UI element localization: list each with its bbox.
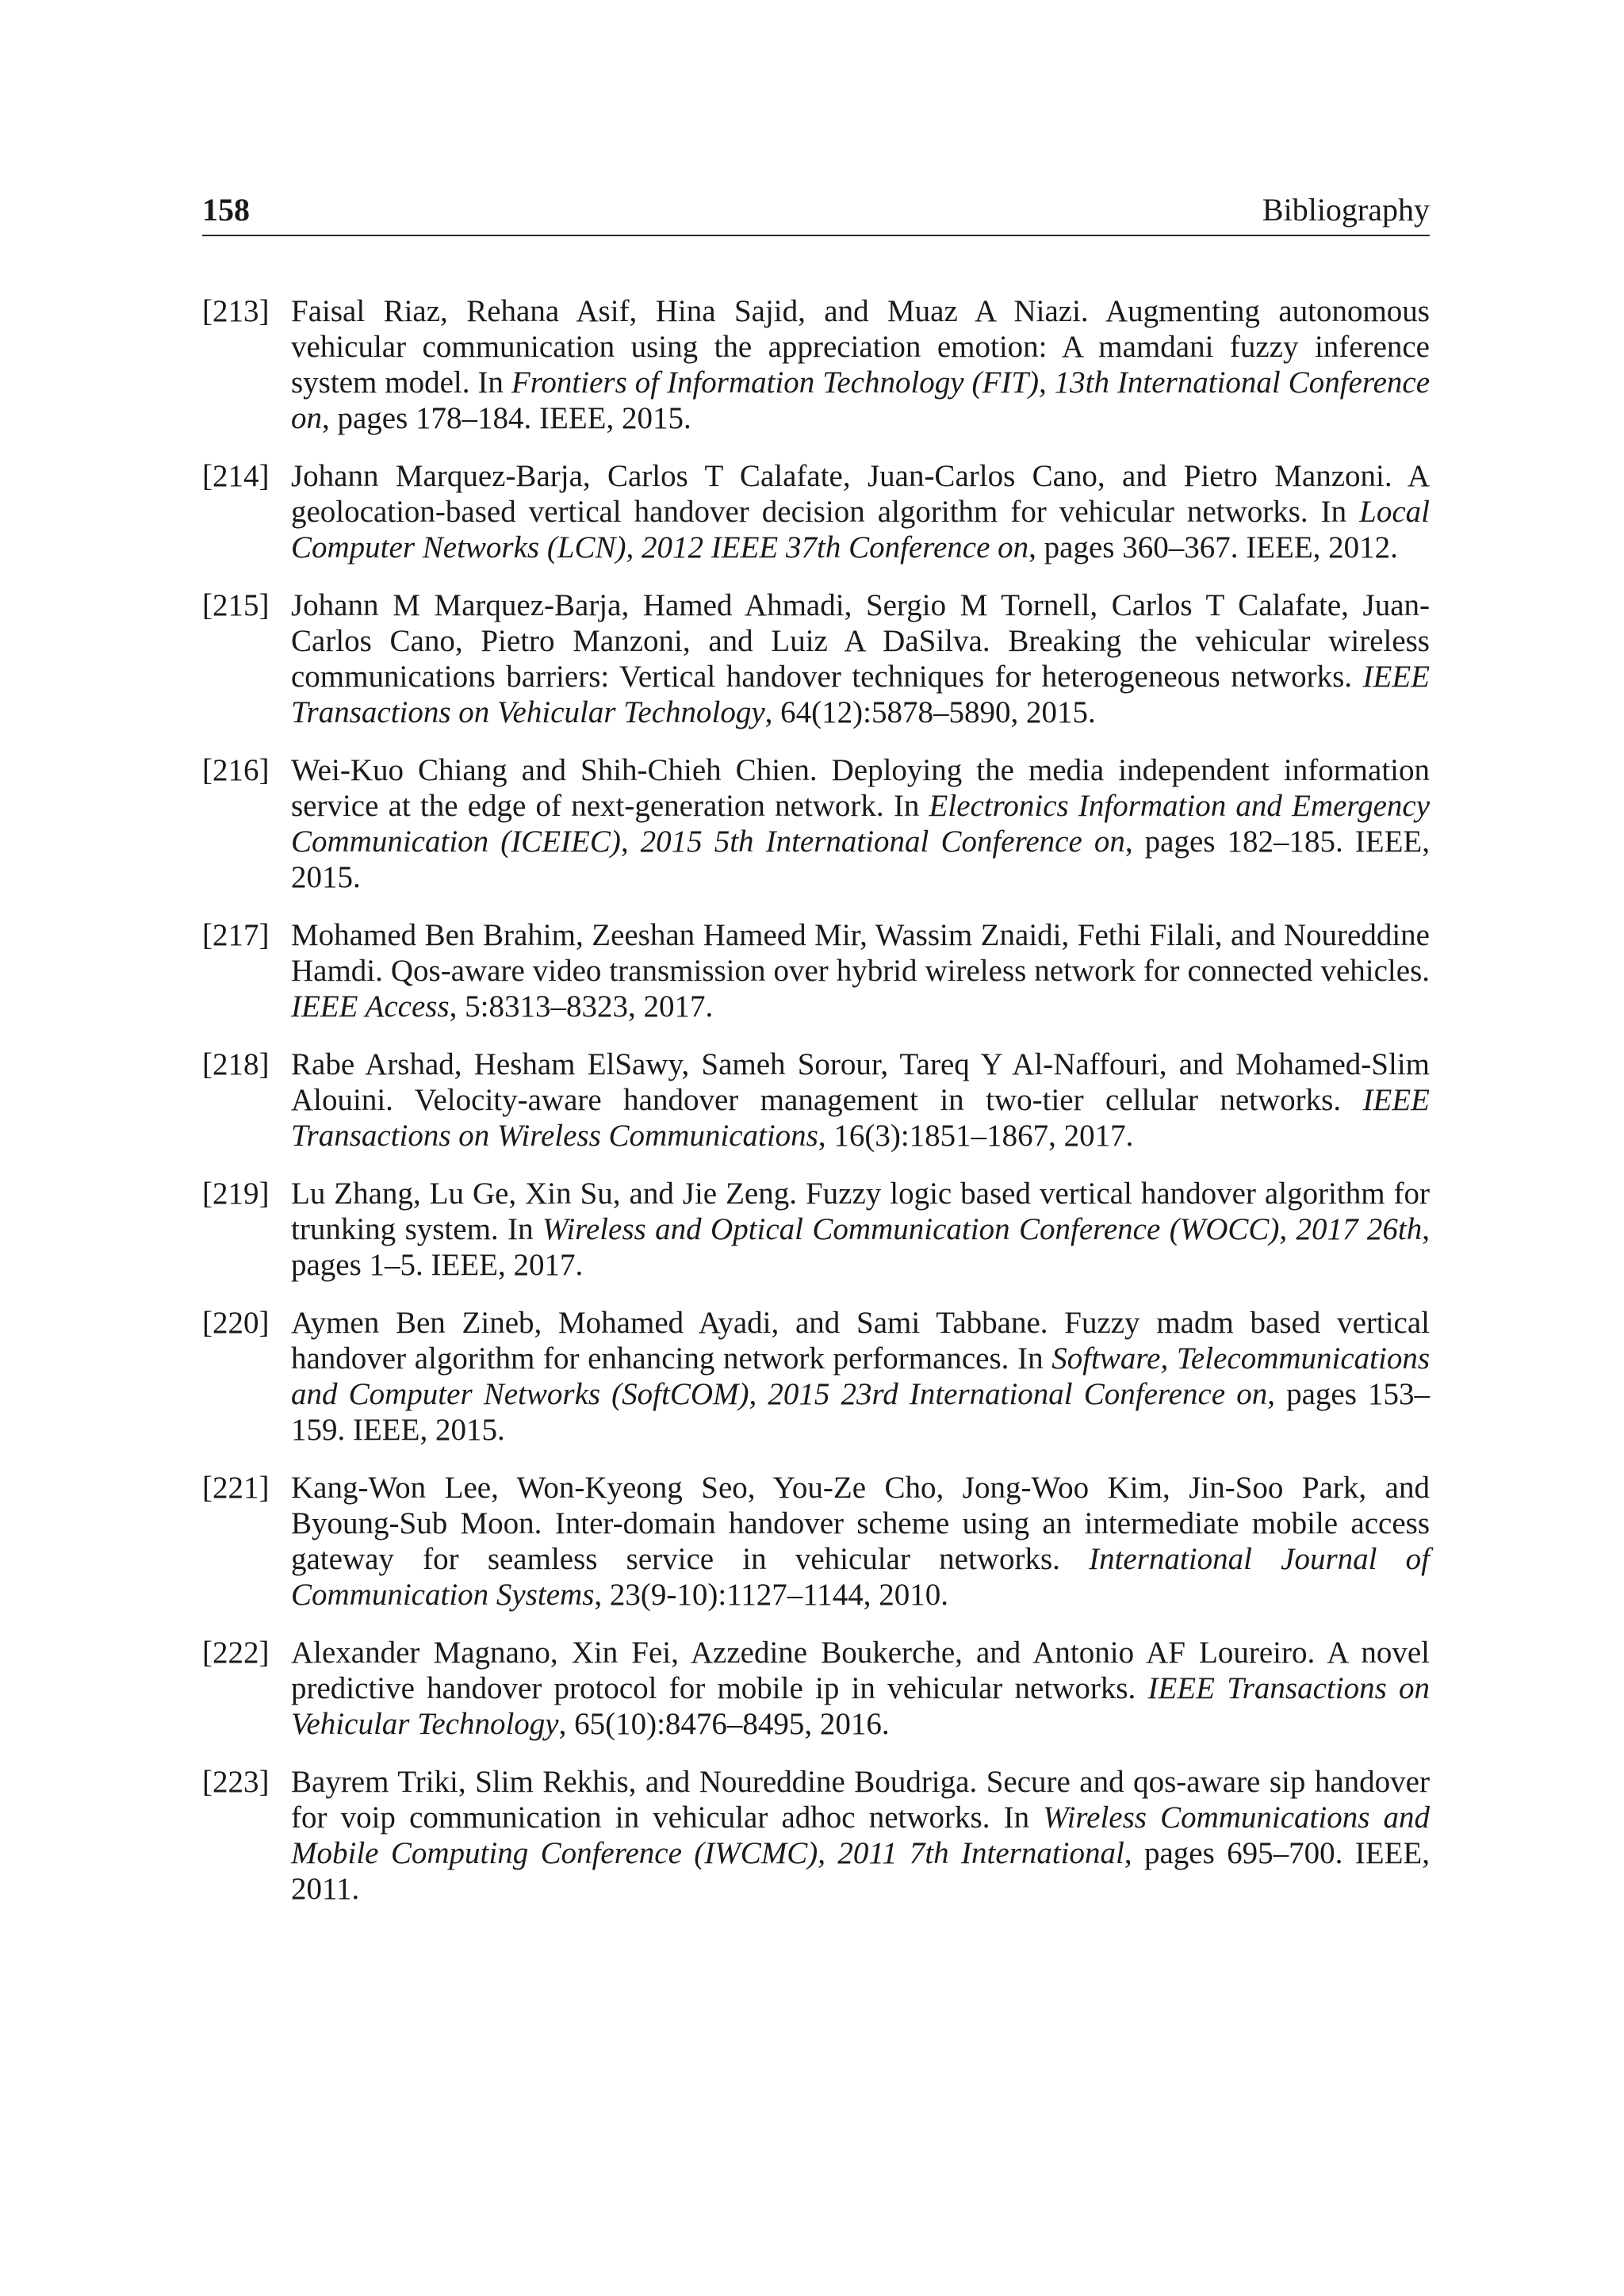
page: [202, 190, 1430, 1929]
reference-venue: IEEE Transactions on Wireless Communications: [291, 1083, 1430, 1153]
reference-details: , pages 153–159. IEEE, 2015.: [291, 1377, 1430, 1447]
reference-venue: International Journal of Communication Systems: [291, 1542, 1431, 1612]
reference-entry: [202, 293, 1430, 436]
reference-body: [291, 587, 1430, 730]
reference-entry: [202, 1047, 1430, 1154]
reference-venue: Software, Telecommunications and Computer Networks (SoftCOM), 2015 23rd International Conference on: [291, 1341, 1431, 1411]
reference-authors: Wei-Kuo Chiang and Shih-Chieh Chien.: [291, 753, 818, 787]
reference-authors: Lu Zhang, Lu Ge, Xin Su, and Jie Zeng.: [291, 1177, 797, 1211]
reference-label: [222]: [202, 1636, 270, 1670]
reference-details: , 23(9-10):1127–1144, 2010.: [594, 1578, 949, 1612]
reference-label: [215]: [202, 588, 270, 622]
reference-label: [214]: [202, 459, 270, 493]
reference-authors: Bayrem Triki, Slim Rekhis, and Noureddine Boudriga.: [291, 1765, 978, 1799]
reference-details: , 65(10):8476–8495, 2016.: [558, 1707, 890, 1741]
reference-venue-prefix: In: [1003, 1800, 1030, 1835]
reference-details: , pages 182–185. IEEE, 2015.: [291, 825, 1430, 894]
reference-venue-prefix: In: [508, 1212, 534, 1246]
reference-entry: [202, 1470, 1430, 1613]
reference-title: A novel predictive handover protocol for mobile ip in vehicular networks.: [291, 1636, 1430, 1705]
reference-label: [221]: [202, 1471, 270, 1505]
reference-entry: [202, 1305, 1430, 1448]
reference-body: [291, 1176, 1430, 1283]
reference-authors: Aymen Ben Zineb, Mohamed Ayadi, and Sami Tabbane.: [291, 1306, 1048, 1340]
reference-venue-prefix: In: [477, 365, 504, 400]
reference-label: [218]: [202, 1047, 270, 1081]
reference-details: , pages 360–367. IEEE, 2012.: [1028, 530, 1398, 564]
section-title: Bibliography: [1262, 192, 1430, 228]
reference-venue-prefix: In: [1320, 495, 1347, 529]
reference-venue-prefix: In: [893, 789, 920, 823]
reference-authors: Rabe Arshad, Hesham ElSawy, Sameh Sorour, Tareq Y Al-Naffouri, and Mohamed-Slim Alouini.: [291, 1047, 1430, 1117]
reference-venue: Wireless and Optical Communication Conference (WOCC), 2017 26th: [542, 1212, 1423, 1246]
reference-label: [223]: [202, 1765, 270, 1799]
reference-authors: Johann Marquez-Barja, Carlos T Calafate, Juan-Carlos Cano, and Pietro Manzoni.: [291, 459, 1392, 493]
reference-list: [202, 293, 1430, 1907]
reference-title: Velocity-aware handover management in two-tier cellular networks.: [414, 1083, 1342, 1117]
reference-details: , 64(12):5878–5890, 2015.: [764, 695, 1096, 729]
reference-authors: Faisal Riaz, Rehana Asif, Hina Sajid, and Muaz A Niazi.: [291, 294, 1089, 328]
reference-body: [291, 1764, 1430, 1907]
reference-authors: Mohamed Ben Brahim, Zeeshan Hameed Mir, Wassim Znaidi, Fethi Filali, and Noureddine Hamdi.: [291, 918, 1430, 988]
reference-label: [217]: [202, 918, 270, 952]
reference-entry: [202, 917, 1430, 1024]
reference-entry: [202, 1764, 1430, 1907]
reference-body: [291, 917, 1430, 1024]
reference-authors: Johann M Marquez-Barja, Hamed Ahmadi, Sergio M Tornell, Carlos T Calafate, Juan-Carlos Cano, Pietro Manzoni, and Luiz A DaSilva.: [291, 588, 1430, 658]
reference-title: Inter-domain handover scheme using an intermediate mobile access gateway for seamless service in vehicular networks.: [291, 1506, 1430, 1576]
reference-details: , pages 695–700. IEEE, 2011.: [291, 1836, 1430, 1906]
reference-entry: [202, 752, 1430, 895]
reference-body: [291, 1470, 1430, 1613]
reference-title: Breaking the vehicular wireless communications barriers: Vertical handover techniques for heterogeneous networks.: [291, 624, 1430, 694]
reference-venue: IEEE Access: [291, 989, 450, 1024]
page-number: 158: [202, 192, 250, 228]
reference-title: Augmenting autonomous vehicular communication using the appreciation emotion: A mamdani fuzzy inference system model.: [291, 294, 1430, 400]
reference-label: [213]: [202, 294, 270, 328]
reference-venue: Local Computer Networks (LCN), 2012 IEEE 37th Conference on: [291, 495, 1430, 564]
reference-details: , pages 1–5. IEEE, 2017.: [291, 1212, 1431, 1282]
running-header: [202, 190, 1430, 236]
reference-details: , 5:8313–8323, 2017.: [449, 989, 714, 1024]
reference-title: Fuzzy madm based vertical handover algorithm for enhancing network performances.: [291, 1306, 1430, 1376]
reference-title: Fuzzy logic based vertical handover algorithm for trunking system.: [291, 1177, 1431, 1246]
reference-authors: Alexander Magnano, Xin Fei, Azzedine Boukerche, and Antonio AF Loureiro.: [291, 1636, 1316, 1670]
reference-body: [291, 1635, 1430, 1742]
reference-title: Secure and qos-aware sip handover for voip communication in vehicular adhoc networks.: [291, 1765, 1430, 1835]
reference-label: [216]: [202, 753, 270, 787]
reference-details: , 16(3):1851–1867, 2017.: [818, 1119, 1134, 1153]
reference-title: A geolocation-based vertical handover decision algorithm for vehicular networks.: [291, 459, 1430, 529]
reference-venue-prefix: In: [1017, 1341, 1044, 1376]
reference-authors: Kang-Won Lee, Won-Kyeong Seo, You-Ze Cho, Jong-Woo Kim, Jin-Soo Park, and Byoung-Sub Moon.: [291, 1471, 1430, 1540]
reference-label: [220]: [202, 1306, 270, 1340]
reference-entry: [202, 587, 1430, 730]
reference-venue: IEEE Transactions on Vehicular Technology: [291, 660, 1431, 729]
reference-title: Deploying the media independent information service at the edge of next-generation network.: [291, 753, 1430, 823]
reference-body: [291, 752, 1430, 895]
reference-body: [291, 293, 1430, 436]
reference-venue: IEEE Transactions on Vehicular Technology: [291, 1671, 1430, 1741]
reference-entry: [202, 1176, 1430, 1283]
reference-body: [291, 458, 1430, 565]
reference-title: Qos-aware video transmission over hybrid wireless network for connected vehicles.: [390, 954, 1431, 988]
reference-venue: Wireless Communications and Mobile Computing Conference (IWCMC), 2011 7th International: [291, 1800, 1431, 1870]
reference-entry: [202, 458, 1430, 565]
reference-label: [219]: [202, 1177, 270, 1211]
reference-venue: Frontiers of Information Technology (FIT), 13th International Conference on: [291, 365, 1431, 435]
reference-entry: [202, 1635, 1430, 1742]
reference-venue: Electronics Information and Emergency Communication (ICEIEC), 2015 5th International Conference on: [291, 789, 1431, 859]
reference-details: , pages 178–184. IEEE, 2015.: [322, 401, 691, 435]
reference-body: [291, 1047, 1430, 1154]
reference-body: [291, 1305, 1430, 1448]
